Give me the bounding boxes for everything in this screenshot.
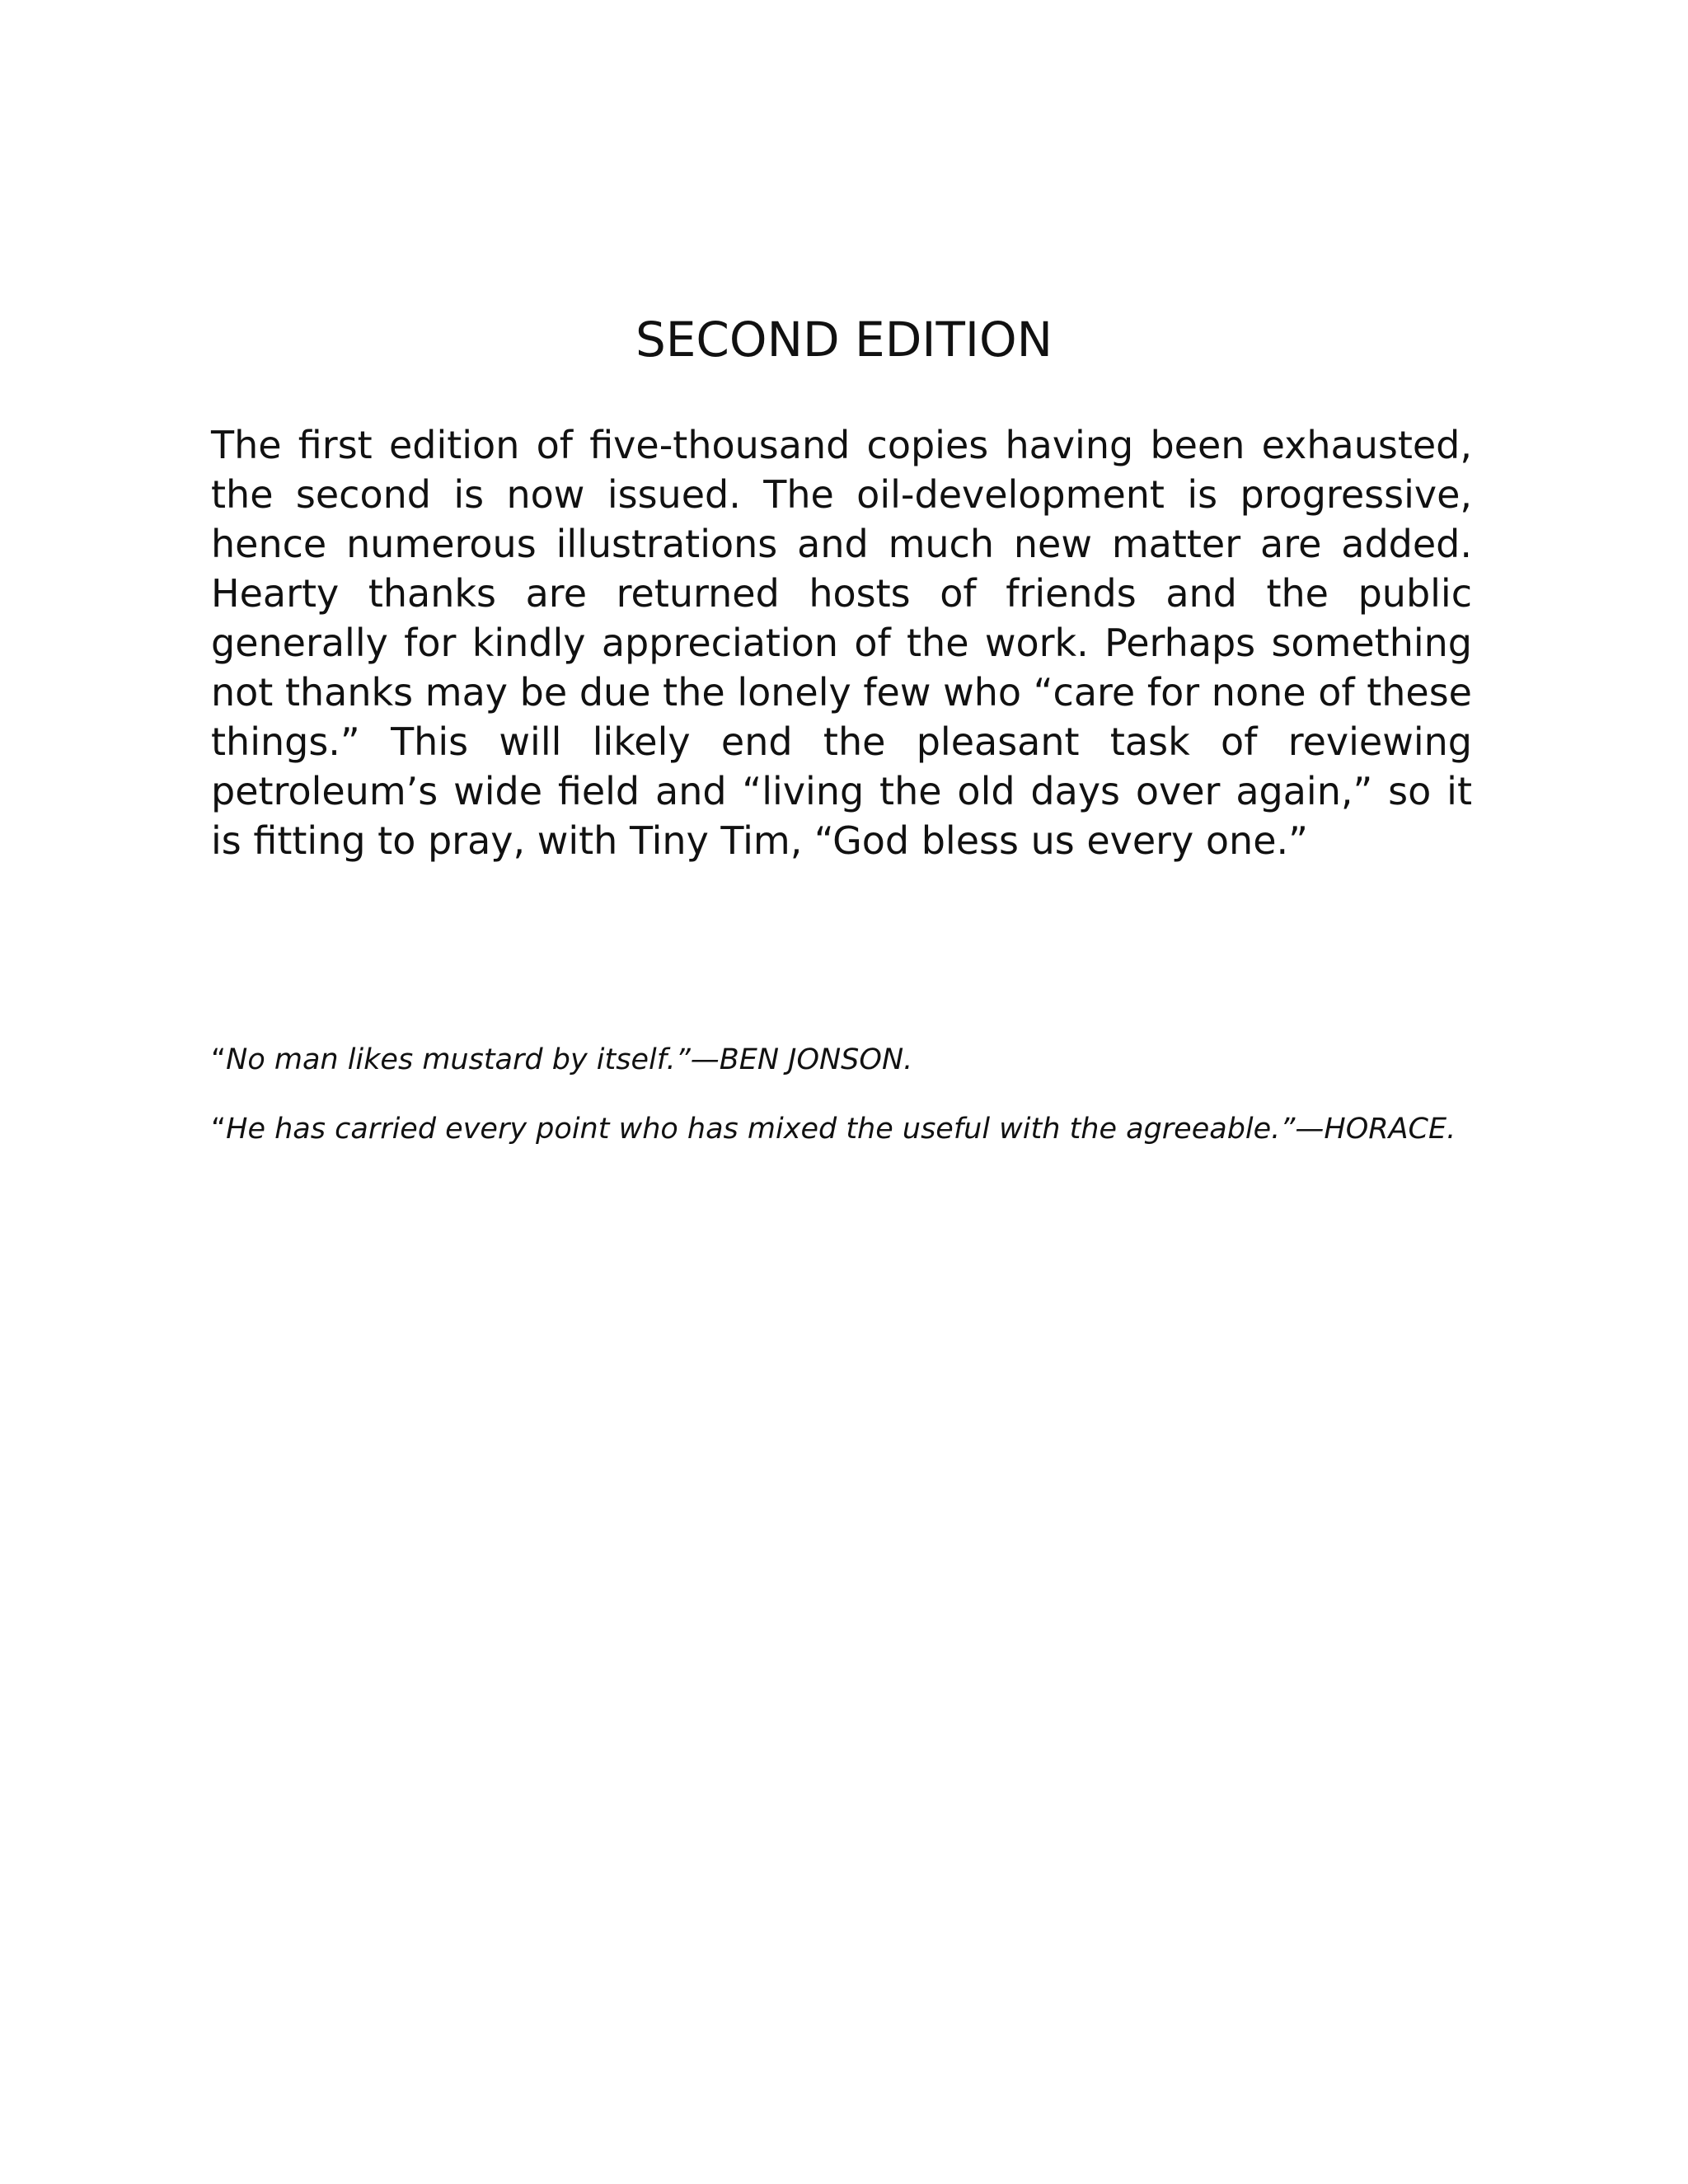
quote-open-mark: “ [211,1113,227,1146]
epigraph-quote-jonson [211,1040,1530,1080]
preface-paragraph: The first edition of five-thousand copies having been exhausted, the second is now issued. The oil-development is progressive, hence numerous illustrations and much new matter are added. Hearty thanks are returned hosts of friends and the public generally for kindly appreciation of the work. Perhaps something not thanks may be due the lonely few who “care for none of these things.” This will likely end the pleasant task of reviewing petroleum’s wide field and “living the old days over again,” so it is fitting to pray, with Tiny Tim, “God bless us every one.” [211,423,1472,863]
quote-text: He has carried every point who has mixed the useful with the agreeable.”—HORACE. [226,1113,1456,1146]
quote-text: No man likes mustard by itself.”—BEN JONSON. [226,1043,913,1076]
epigraph-quote-horace [211,1109,1530,1149]
page-title: SECOND EDITION [635,312,1053,368]
quote-open-mark: “ [211,1043,227,1076]
